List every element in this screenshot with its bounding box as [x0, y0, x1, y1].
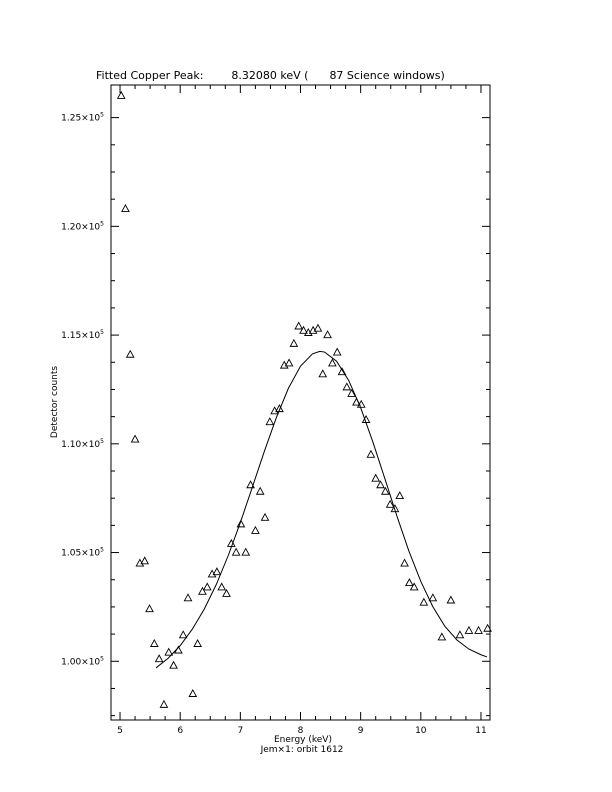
data-point: [233, 549, 240, 556]
data-point: [261, 514, 268, 521]
data-point: [151, 640, 158, 647]
data-point: [146, 605, 153, 612]
data-point: [377, 481, 384, 488]
data-point: [199, 588, 206, 595]
data-point: [401, 559, 408, 566]
x-tick-label: 5: [117, 726, 123, 736]
data-point: [204, 583, 211, 590]
data-point: [184, 594, 191, 601]
data-point: [319, 370, 326, 377]
data-point: [420, 599, 427, 606]
data-point: [447, 596, 454, 603]
data-point: [127, 351, 134, 358]
x-axis-ticks: [120, 85, 481, 720]
fit-curve: [156, 351, 487, 667]
y-tick-label: $1.25\times 10^5$: [61, 111, 104, 124]
y-tick-label: $1.00\times 10^5$: [61, 655, 104, 668]
data-point: [324, 331, 331, 338]
data-point: [295, 322, 302, 329]
data-point: [218, 583, 225, 590]
x-tick-label: 8: [297, 726, 304, 736]
data-point: [170, 662, 177, 669]
data-point: [266, 418, 273, 425]
footer-label: Jem×1: orbit 1612: [260, 745, 344, 755]
data-point: [411, 583, 418, 590]
data-point: [194, 640, 201, 647]
data-point: [118, 92, 125, 99]
data-point: [429, 594, 436, 601]
chart-title: Fitted Copper Peak: 8.32080 keV ( 87 Science windows): [96, 69, 445, 82]
data-point: [438, 633, 445, 640]
x-tick-label: 11: [475, 726, 487, 736]
y-axis-ticks: [111, 118, 490, 716]
data-point: [475, 627, 482, 634]
data-point: [271, 407, 278, 414]
data-point: [305, 329, 312, 336]
y-tick-label: $1.15\times 10^5$: [61, 329, 104, 342]
data-point: [165, 649, 172, 656]
y-tick-label: $1.20\times 10^5$: [61, 220, 104, 233]
data-point: [334, 348, 341, 355]
data-point: [160, 701, 167, 708]
data-point: [456, 631, 463, 638]
data-point: [281, 362, 288, 369]
data-points: [118, 92, 492, 708]
data-point: [252, 527, 259, 534]
x-tick-label: 6: [177, 726, 184, 736]
y-axis-tick-labels: [61, 112, 104, 668]
x-axis-title: Energy (keV): [274, 735, 332, 745]
data-point: [372, 475, 379, 482]
plot-frame: [111, 85, 490, 720]
data-point: [223, 590, 230, 597]
data-point: [208, 570, 215, 577]
data-point: [406, 579, 413, 586]
data-point: [465, 627, 472, 634]
x-tick-label: 10: [415, 726, 427, 736]
data-point: [131, 435, 138, 442]
data-point: [136, 559, 143, 566]
data-point: [242, 549, 249, 556]
data-point: [396, 492, 403, 499]
x-tick-label: 9: [357, 726, 364, 736]
data-point: [257, 488, 264, 495]
data-point: [367, 451, 374, 458]
y-tick-label: $1.10\times 10^5$: [61, 437, 104, 450]
data-point: [122, 205, 129, 212]
x-tick-label: 7: [237, 726, 244, 736]
y-tick-label: $1.05\times 10^5$: [61, 546, 104, 559]
y-axis-title: Detector counts: [50, 365, 60, 439]
data-point: [290, 340, 297, 347]
data-point: [189, 690, 196, 697]
data-point: [180, 631, 187, 638]
data-point: [343, 383, 350, 390]
data-point: [156, 655, 163, 662]
